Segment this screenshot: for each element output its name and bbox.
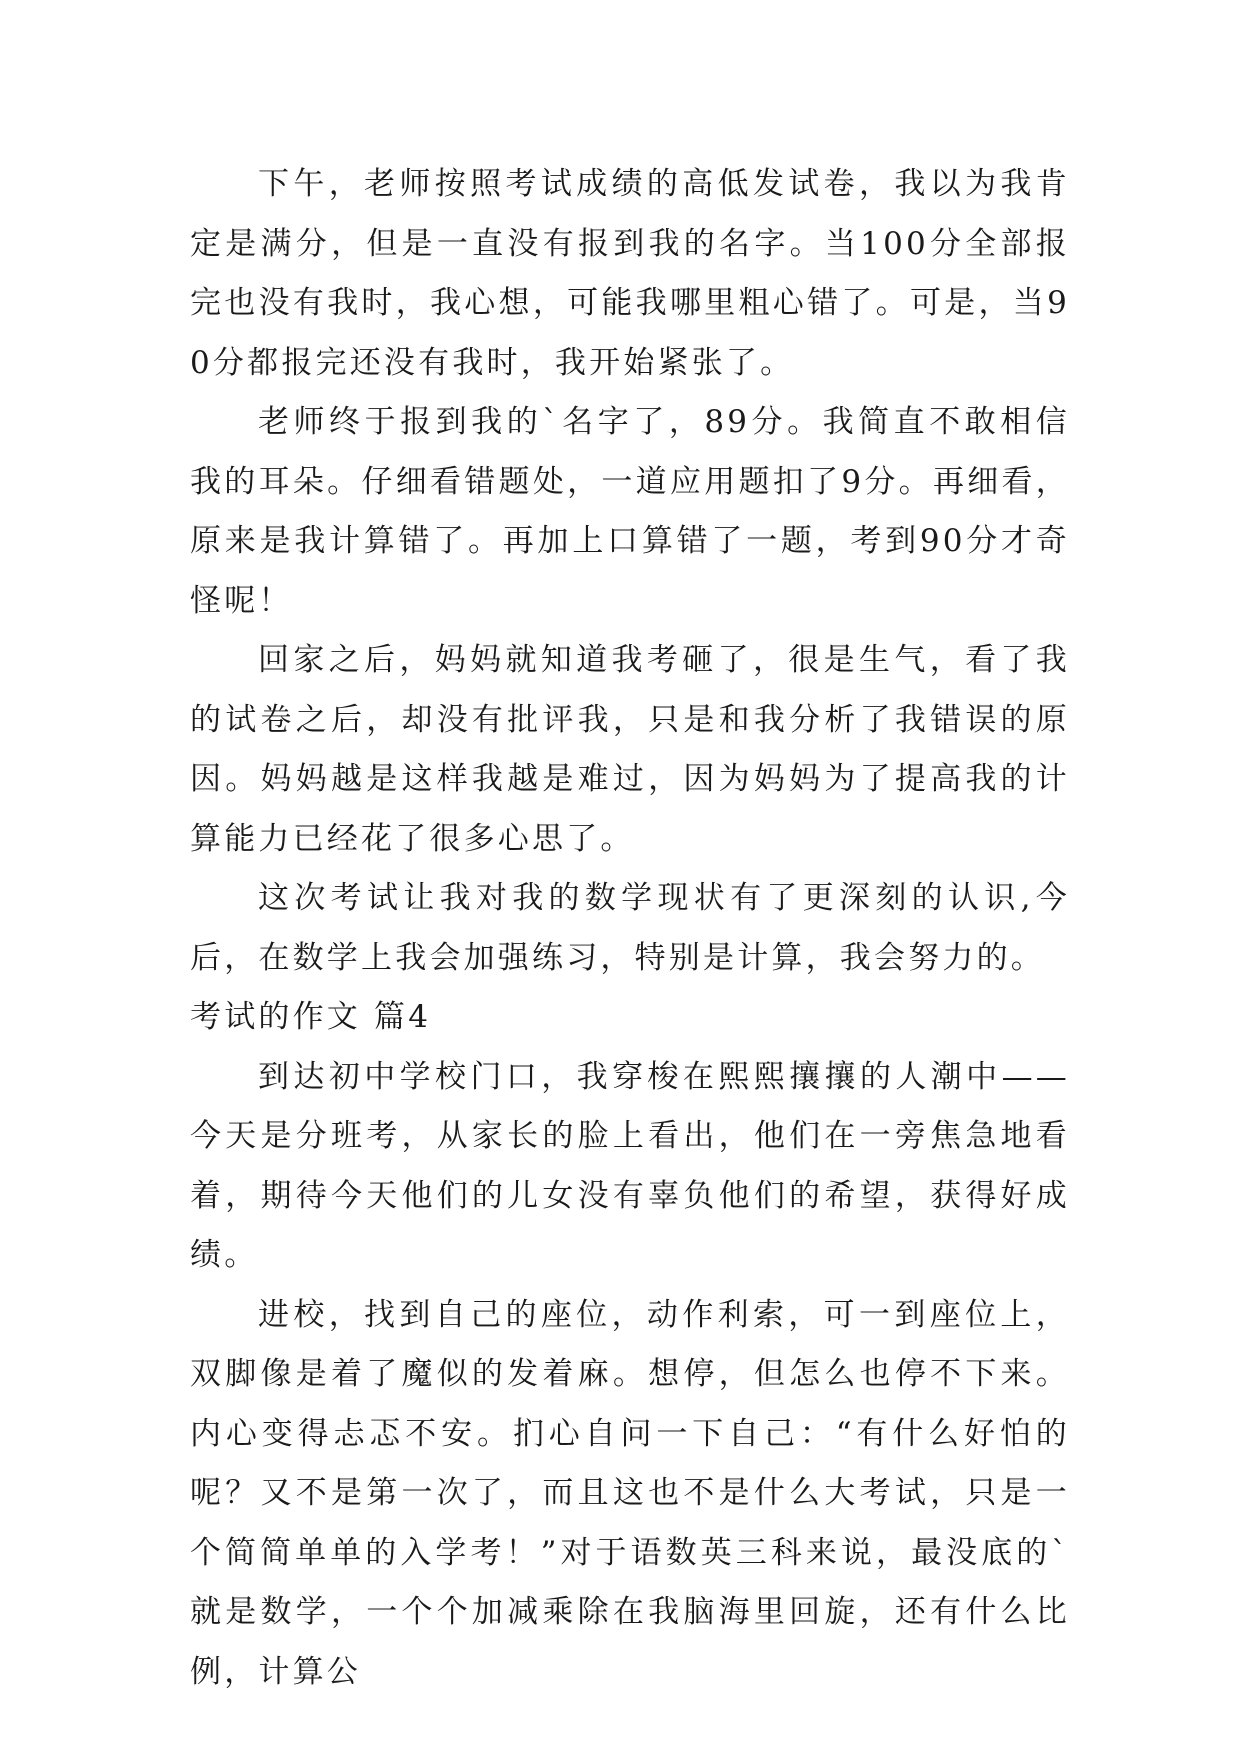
paragraph: 下午，老师按照考试成绩的高低发试卷，我以为我肯定是满分，但是一直没有报到我的名字。当100分全部报完也没有我时，我心想，可能我哪里粗心错了。可是，当90分都报完还没有我时，我开始紧张了。 — [190, 166, 1070, 381]
paragraph: 回家之后，妈妈就知道我考砸了，很是生气，看了我的试卷之后，却没有批评我，只是和我分析了我错误的原因。妈妈越是这样我越是难过，因为妈妈为了提高我的计算能力已经花了很多心思了。 — [190, 642, 1070, 857]
section-heading: 考试的作文 篇4 — [190, 999, 432, 1035]
paragraph: 进校，找到自己的座位，动作利索，可一到座位上，双脚像是着了魔似的发着麻。想停，但怎么也停不下来。内心变得忐忑不安。扪心自问一下自己：“有什么好怕的呢？又不是第一次了，而且这也不是什么大考试，只是一个简简单单的入学考！”对于语数英三科来说，最没底的`就是数学，一个个加减乘除在我脑海里回旋，还有什么比例，计算公 — [190, 1296, 1070, 1690]
paragraph: 老师终于报到我的`名字了，89分。我简直不敢相信我的耳朵。仔细看错题处，一道应用题扣了9分。再细看，原来是我计算错了。再加上口算错了一题，考到90分才奇怪呢！ — [190, 404, 1070, 619]
document-body — [190, 155, 1070, 1702]
paragraph: 这次考试让我对我的数学现状有了更深刻的认识,今后，在数学上我会加强练习，特别是计算，我会努力的。 — [190, 880, 1070, 976]
paragraph: 到达初中学校门口，我穿梭在熙熙攘攘的人潮中——今天是分班考，从家长的脸上看出，他们在一旁焦急地看着，期待今天他们的儿女没有辜负他们的希望，获得好成绩。 — [190, 1058, 1070, 1273]
